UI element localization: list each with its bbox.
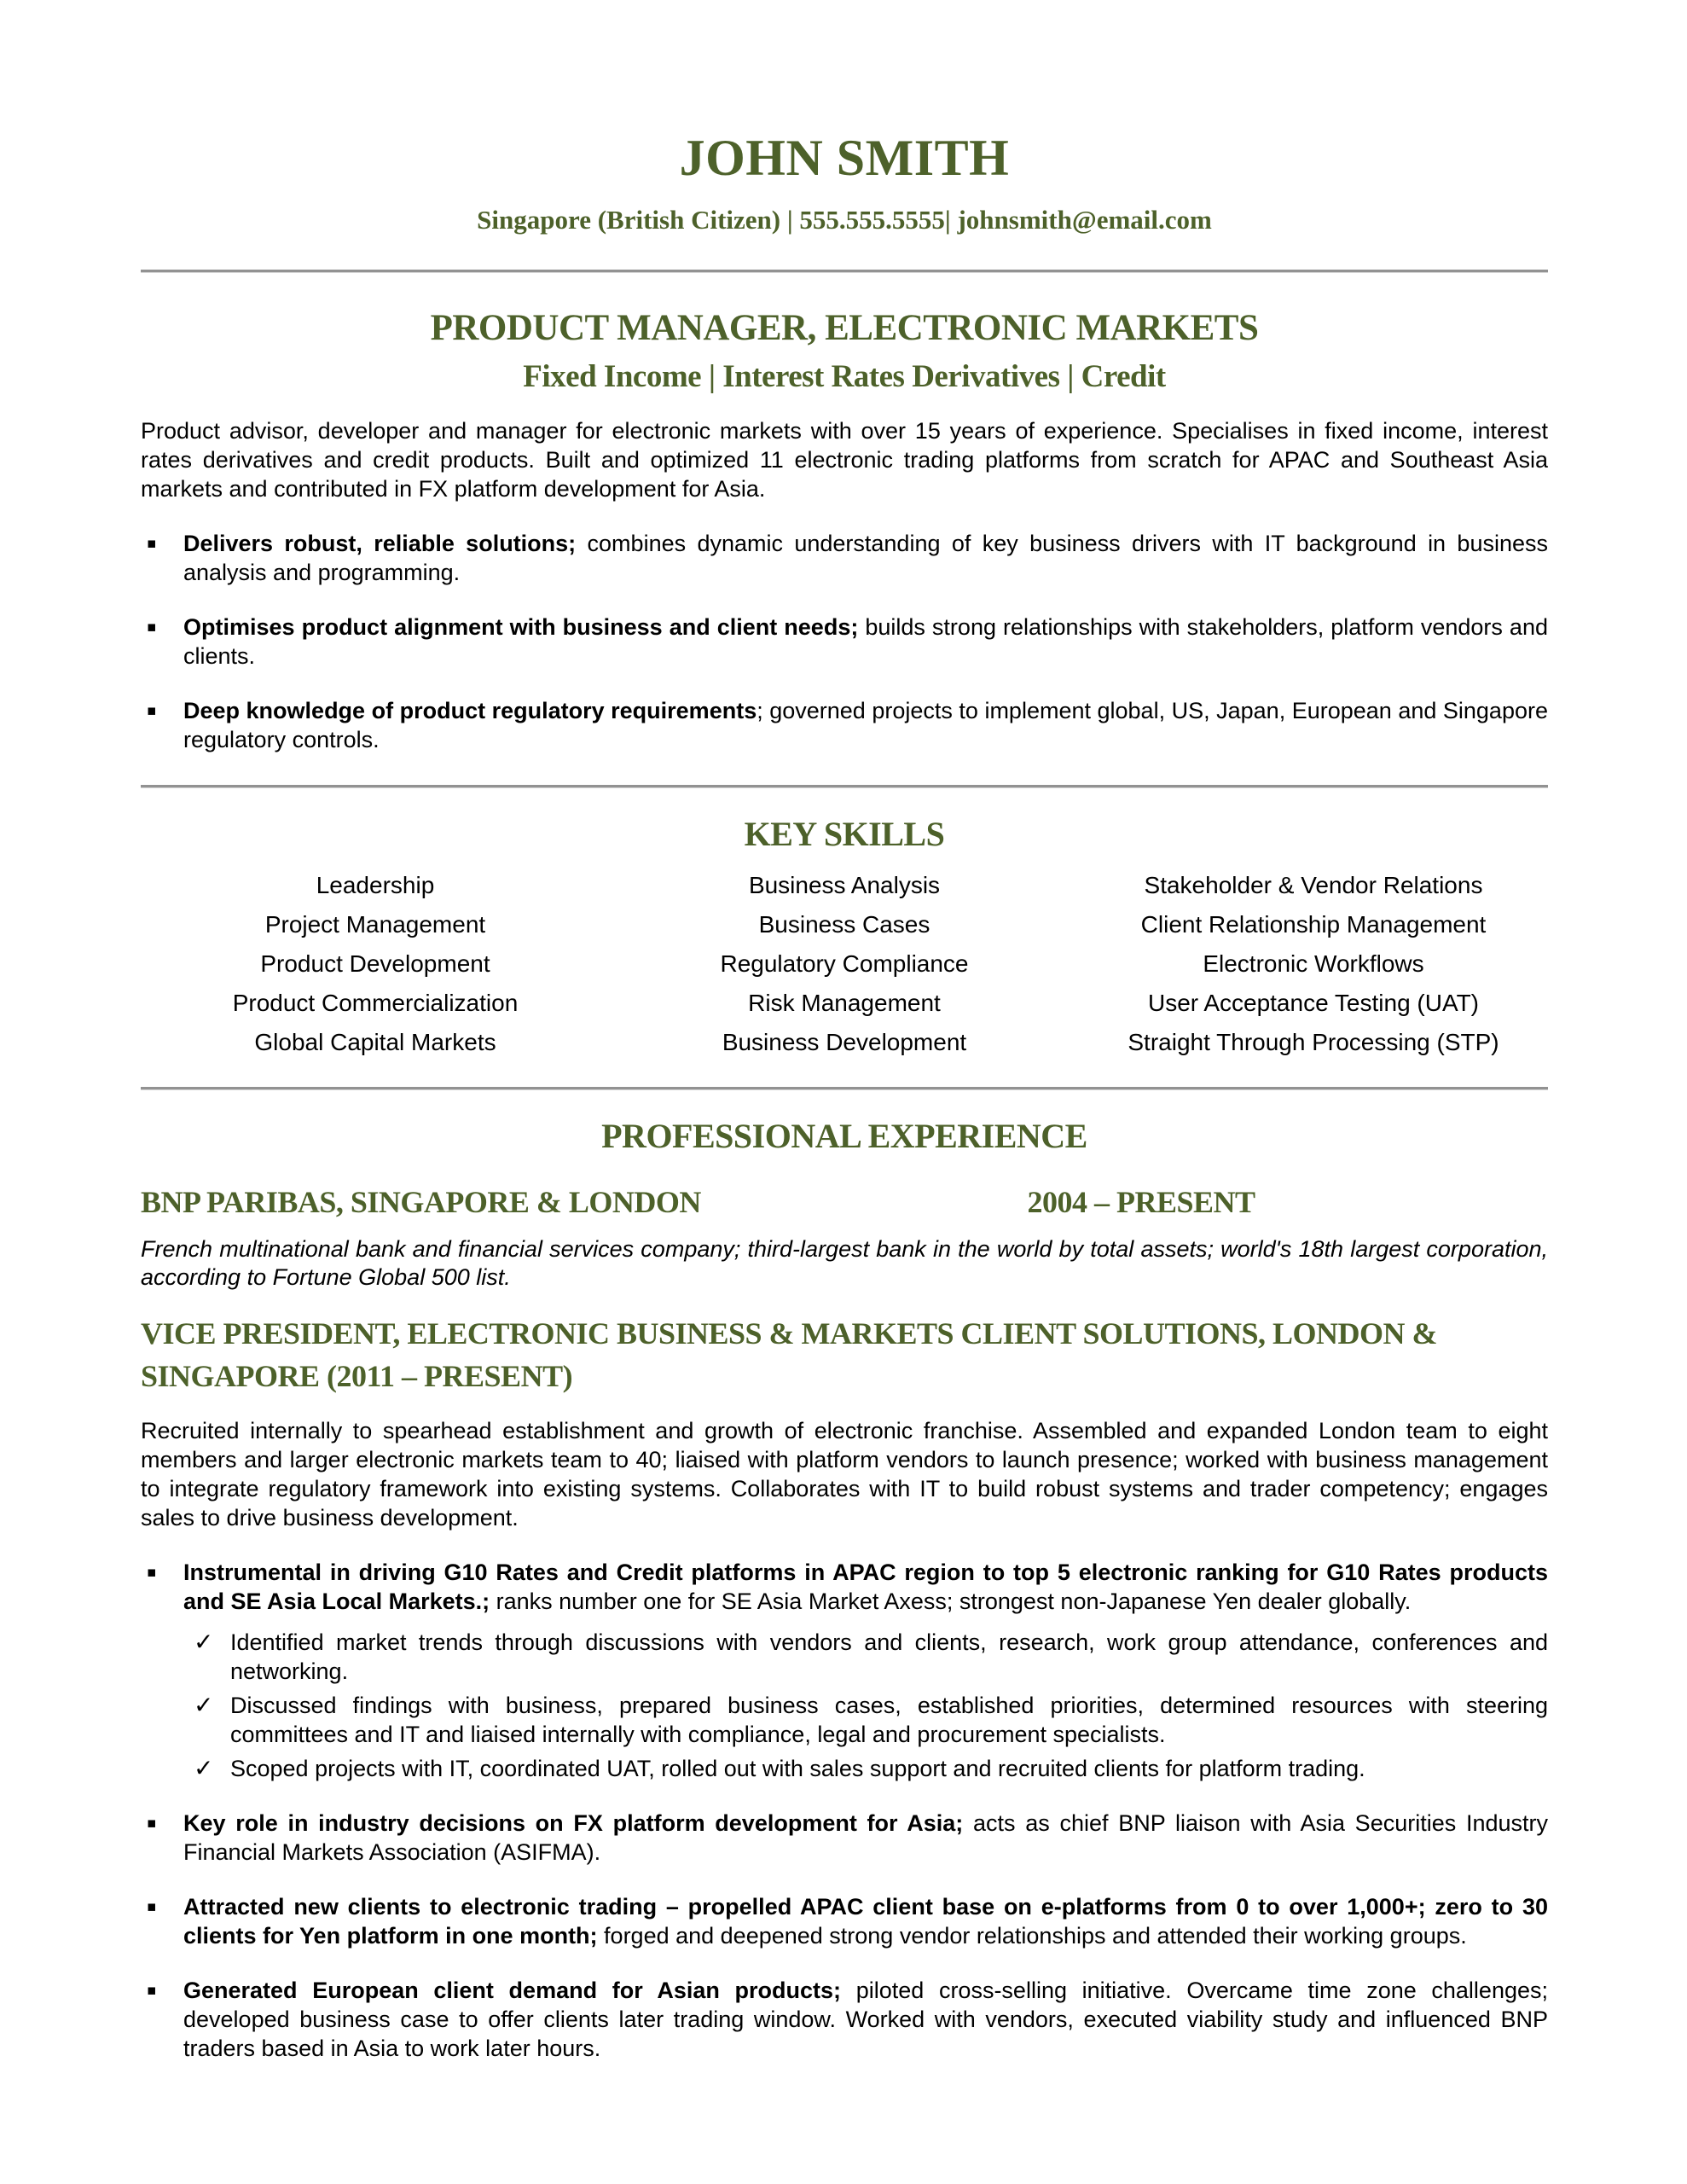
highlight-lead: Delivers robust, reliable solutions; [183,531,577,556]
skill-item: Project Management [264,911,486,938]
experience-heading: PROFESSIONAL EXPERIENCE [601,1117,1087,1155]
resume-subtitle: Fixed Income | Interest Rates Derivatives | Credit [523,359,1166,394]
bullet-rest: ranks number one for SE Asia Market Axess; strongest non-Japanese Yen dealer globally. [490,1589,1412,1614]
company-description: French multinational bank and financial services company; third-largest bank in the world by total assets; world's 18th largest corporation, according to Fortune Global 500 list. [141,1236,1548,1290]
skill-item: Client Relationship Management [1140,911,1487,938]
section-divider [141,270,1548,273]
check-item [183,1754,1548,1783]
skill-item: Product Development [260,950,490,977]
skill-item: Regulatory Compliance [720,950,969,977]
bullet-lead: Attracted new clients to electronic trading – propelled APAC client base on e-platforms from 0 to over 1,000+; zero to 30 clients for Yen platform in one month; [183,1894,1548,1949]
highlight-rest: builds strong relationships with stakeholders, platform vendors and clients. [183,614,1548,669]
check-icon: ✓ [194,1754,214,1782]
candidate-name: JOHN SMITH [679,130,1010,186]
highlight-lead: Optimises product alignment with business and client needs; [183,614,859,640]
experience-bullet-list [141,1558,1548,2063]
company-name: BNP PARIBAS, SINGAPORE & LONDON [141,1185,701,1219]
contact-line: Singapore (British Citizen) | 555.555.5555| johnsmith@email.com [477,205,1212,235]
experience-bullet [141,1558,1548,1783]
check-item [183,1628,1548,1686]
square-bullet-icon: ▪ [147,702,157,719]
check-icon: ✓ [194,1691,214,1719]
role-summary: Recruited internally to spearhead establishment and growth of electronic franchise. Assembled and expanded London team to eight members and larger electronic markets team to 40; liaised with platform vendors to launch presence; worked with business management to integrate regulatory framework into existing systems. Collaborates with IT to build robust systems and trader competency; engages sales to drive business development. [141,1418,1548,1531]
experience-bullet [141,1892,1548,1950]
check-text: Scoped projects with IT, coordinated UAT, rolled out with sales support and recruited clients for platform trading. [230,1756,1365,1781]
experience-bullet [141,1809,1548,1867]
section-divider [141,785,1548,788]
highlight-item [141,696,1548,754]
skill-item: Stakeholder & Vendor Relations [1144,872,1483,898]
highlight-rest: ; governed projects to implement global, US, Japan, European and Singapore regulatory controls. [183,698,1548,752]
skill-item: Business Analysis [748,872,941,898]
check-icon: ✓ [194,1628,214,1656]
bullet-rest: piloted cross-selling initiative. Overcame time zone challenges; developed business case to offer clients later trading window. Worked with vendors, executed viability study and influenced BNP traders based in Asia to work later hours. [183,1978,1548,2061]
skill-item: Global Capital Markets [254,1029,496,1055]
highlight-item [141,613,1548,671]
summary-paragraph: Product advisor, developer and manager for electronic markets with over 15 years of experience. Specialises in fixed income, interest rates derivatives and credit products. Built and optimized 11 electronic trading platforms from scratch for APAC and Southeast Asia markets and contributed in FX platform development for Asia. [141,418,1548,502]
role-heading: VICE PRESIDENT, ELECTRONIC BUSINESS & MARKETS CLIENT SOLUTIONS, LONDON & SINGAPORE (2011 – PRESENT) [141,1316,1438,1393]
square-bullet-icon: ▪ [147,535,157,552]
highlight-rest: combines dynamic understanding of key business drivers with IT background in business analysis and programming. [183,531,1548,585]
key-skills-heading: KEY SKILLS [744,815,945,853]
skill-item: Business Development [722,1029,967,1055]
square-bullet-icon: ▪ [147,1898,157,1915]
skill-item: User Acceptance Testing (UAT) [1147,990,1479,1016]
employment-dates: 2004 – PRESENT [1027,1185,1255,1219]
square-bullet-icon: ▪ [147,1564,157,1581]
experience-bullet [141,1976,1548,2063]
skill-item: Risk Management [748,990,941,1016]
skills-grid [141,874,1548,1054]
highlight-lead: Deep knowledge of product regulatory requirements [183,698,757,723]
bullet-lead: Generated European client demand for Asian products; [183,1978,842,2003]
bullet-lead: Key role in industry decisions on FX platform development for Asia; [183,1810,964,1836]
skill-item: Leadership [316,872,435,898]
bullet-rest: forged and deepened strong vendor relationships and attended their working groups. [597,1923,1467,1949]
check-list [183,1628,1548,1783]
skill-item: Product Commercialization [232,990,519,1016]
highlight-list [141,529,1548,754]
check-item [183,1691,1548,1749]
bullet-rest: acts as chief BNP liaison with Asia Securities Industry Financial Markets Association (ASIFMA). [183,1810,1548,1865]
skill-item: Straight Through Processing (STP) [1128,1029,1499,1055]
highlight-item [141,529,1548,587]
resume-title: PRODUCT MANAGER, ELECTRONIC MARKETS [430,308,1259,348]
bullet-lead: Instrumental in driving G10 Rates and Credit platforms in APAC region to top 5 electronic ranking for G10 Rates products and SE Asia Local Markets.; [183,1560,1548,1614]
skill-item: Electronic Workflows [1203,950,1424,977]
check-text: Discussed findings with business, prepared business cases, established priorities, determined resources with steering committees and IT and liaised internally with compliance, legal and procurement specialists. [230,1693,1548,1747]
skill-item: Business Cases [758,911,930,938]
company-row [141,1184,1548,1220]
square-bullet-icon: ▪ [147,619,157,636]
check-text: Identified market trends through discussions with vendors and clients, research, work group attendance, conferences and networking. [230,1629,1548,1684]
square-bullet-icon: ▪ [147,1815,157,1832]
square-bullet-icon: ▪ [147,1982,157,1999]
section-divider [141,1087,1548,1090]
